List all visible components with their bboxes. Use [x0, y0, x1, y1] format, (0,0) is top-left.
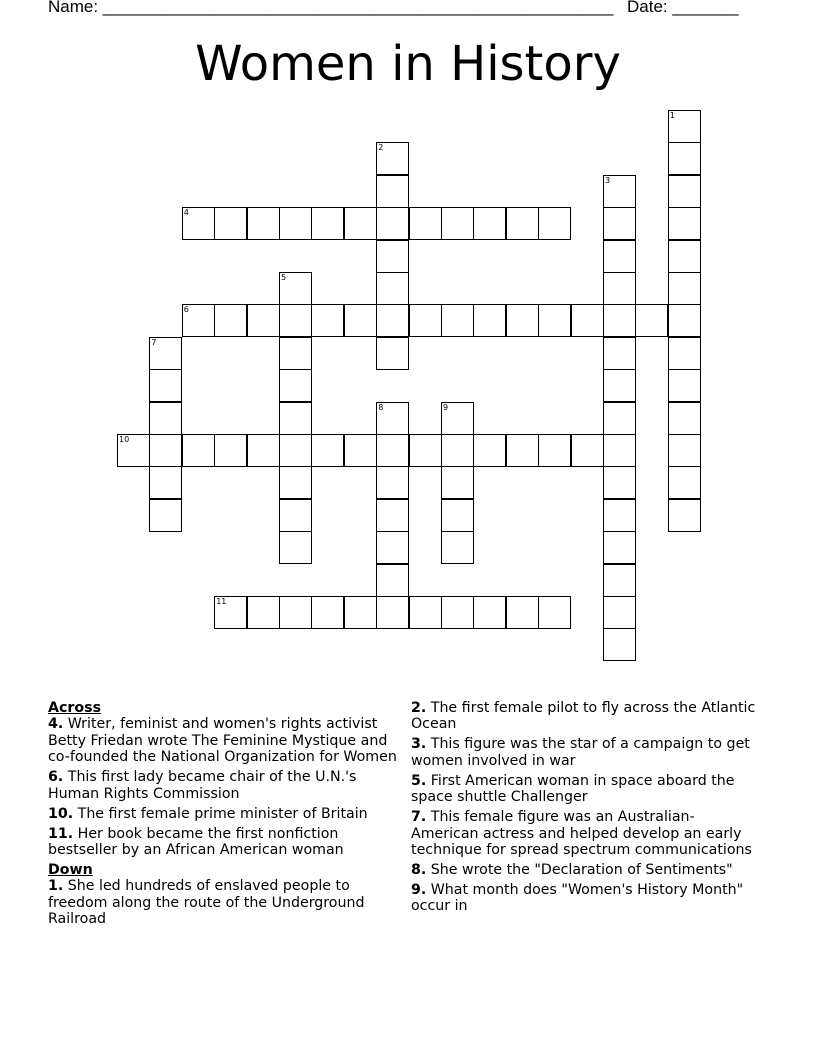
grid-cell[interactable] [473, 304, 506, 337]
grid-cell[interactable] [668, 434, 701, 467]
grid-cell[interactable] [279, 531, 312, 564]
grid-cell[interactable] [279, 304, 312, 337]
clue-number: 7. [411, 809, 427, 826]
clue-text: Writer, feminist and women's rights activist Betty Friedan wrote The Feminine Mystique and co-founded the National Organization for Women [48, 716, 397, 766]
grid-cell[interactable] [441, 304, 474, 337]
grid-cell[interactable] [344, 434, 377, 467]
grid-cell[interactable] [668, 272, 701, 305]
grid-cell[interactable] [473, 596, 506, 629]
grid-cell[interactable] [635, 304, 668, 337]
grid-cell[interactable] [603, 207, 636, 240]
grid-cell[interactable] [149, 499, 182, 532]
clue-number: 1. [48, 878, 64, 895]
grid-cell[interactable] [409, 304, 442, 337]
grid-cell[interactable] [603, 531, 636, 564]
grid-cell[interactable] [668, 402, 701, 435]
grid-cell[interactable] [668, 207, 701, 240]
grid-cell[interactable] [441, 466, 474, 499]
grid-cell[interactable] [538, 207, 571, 240]
grid-cell[interactable] [506, 304, 539, 337]
grid-cell[interactable] [506, 207, 539, 240]
grid-cell[interactable] [409, 596, 442, 629]
grid-cell[interactable] [149, 402, 182, 435]
grid-cell[interactable] [182, 434, 215, 467]
grid-cell[interactable] [279, 499, 312, 532]
clue-number-label: 9 [443, 402, 449, 412]
grid-cell[interactable] [182, 304, 215, 337]
grid-cell[interactable] [473, 434, 506, 467]
clue-number-label: 10 [119, 435, 130, 444]
grid-cell[interactable] [311, 207, 344, 240]
grid-cell[interactable] [376, 240, 409, 273]
grid-cell[interactable] [668, 304, 701, 337]
clue-item [411, 736, 761, 769]
down-heading: Down [48, 862, 93, 879]
grid-cell[interactable] [376, 337, 409, 370]
grid-cell[interactable] [603, 304, 636, 337]
grid-cell[interactable] [441, 207, 474, 240]
clue-item [48, 878, 398, 927]
grid-cell[interactable] [311, 304, 344, 337]
clue-number-label: 8 [378, 402, 384, 412]
clue-number: 9. [411, 882, 427, 899]
clue-text: This figure was the star of a campaign to get women involved in war [411, 736, 750, 769]
grid-cell[interactable] [603, 434, 636, 467]
grid-cell[interactable] [668, 499, 701, 532]
across-clue-list [48, 716, 398, 858]
grid-cell[interactable] [538, 434, 571, 467]
grid-cell[interactable] [603, 240, 636, 273]
grid-cell[interactable] [668, 337, 701, 370]
clue-text: The first female prime minister of Britain [73, 805, 368, 822]
grid-cell[interactable] [376, 175, 409, 208]
page-title: Women in History [195, 36, 621, 92]
grid-cell[interactable] [376, 434, 409, 467]
grid-cell[interactable] [279, 434, 312, 467]
grid-cell[interactable] [376, 596, 409, 629]
clue-number-label: 1 [669, 111, 675, 120]
clue-item [411, 809, 761, 858]
grid-cell[interactable] [344, 304, 377, 337]
grid-cell[interactable] [603, 402, 636, 435]
grid-cell[interactable] [247, 304, 280, 337]
grid-cell[interactable] [279, 337, 312, 370]
clue-number-label: 7 [151, 337, 157, 347]
clue-number: 3. [411, 736, 427, 753]
grid-cell[interactable] [279, 369, 312, 402]
down-clue-list-right [411, 700, 761, 915]
clue-number: 11. [48, 825, 74, 842]
grid-cell[interactable] [538, 304, 571, 337]
grid-cell[interactable] [376, 402, 409, 435]
grid-cell[interactable] [571, 434, 604, 467]
clue-number: 2. [411, 700, 427, 716]
grid-cell[interactable] [506, 434, 539, 467]
grid-cell[interactable] [668, 175, 701, 208]
grid-cell[interactable] [149, 434, 182, 467]
grid-cell[interactable] [538, 596, 571, 629]
grid-cell[interactable] [247, 207, 280, 240]
grid-cell[interactable] [441, 402, 474, 435]
clue-number-label: 3 [605, 175, 611, 185]
clue-text: What month does "Women's History Month" occur in [411, 882, 744, 915]
grid-cell[interactable] [279, 466, 312, 499]
grid-cell[interactable] [149, 466, 182, 499]
grid-cell[interactable] [603, 369, 636, 402]
grid-cell[interactable] [279, 596, 312, 629]
grid-cell[interactable] [376, 304, 409, 337]
clue-item [48, 826, 398, 859]
grid-cell[interactable] [603, 564, 636, 597]
grid-cell[interactable] [441, 596, 474, 629]
grid-cell[interactable] [668, 369, 701, 402]
clue-number: 4. [48, 716, 64, 733]
clue-number-label: 4 [183, 208, 189, 218]
down-clue-list-left [48, 878, 398, 927]
clue-item [411, 882, 761, 915]
name-field[interactable]: Name: ______________________________________________________ [48, 0, 614, 16]
grid-cell[interactable] [409, 207, 442, 240]
grid-cell[interactable] [376, 142, 409, 175]
clue-item [48, 716, 398, 765]
clue-number-label: 6 [183, 305, 189, 315]
grid-cell[interactable] [506, 596, 539, 629]
grid-cell[interactable] [247, 434, 280, 467]
grid-cell[interactable] [441, 499, 474, 532]
grid-cell[interactable] [279, 272, 312, 305]
grid-cell[interactable] [279, 207, 312, 240]
grid-cell[interactable] [409, 434, 442, 467]
clue-text: She wrote the "Declaration of Sentiments" [426, 862, 733, 879]
clue-number: 5. [411, 772, 427, 789]
grid-cell[interactable] [214, 207, 247, 240]
grid-cell[interactable] [376, 499, 409, 532]
grid-cell[interactable] [571, 304, 604, 337]
clue-text: Her book became the first nonfiction bestseller by an African American woman [48, 825, 344, 859]
clue-number-label: 2 [378, 143, 384, 153]
clue-item [48, 806, 398, 822]
clue-text: The first female pilot to fly across the Atlantic Ocean [411, 700, 756, 733]
grid-cell[interactable] [376, 564, 409, 597]
grid-cell[interactable] [149, 369, 182, 402]
clue-text: This female figure was an Australian-American actress and helped develop an early technique for spread spectrum communications [411, 809, 752, 859]
grid-cell[interactable] [214, 304, 247, 337]
grid-cell[interactable] [668, 142, 701, 175]
grid-cell[interactable] [311, 434, 344, 467]
grid-cell[interactable] [668, 240, 701, 273]
grid-cell[interactable] [473, 207, 506, 240]
clue-text: This first lady became chair of the U.N.'s Human Rights Commission [48, 769, 357, 802]
clue-text: First American woman in space aboard the space shuttle Challenger [411, 772, 735, 806]
grid-cell[interactable] [279, 402, 312, 435]
date-field[interactable]: Date: _______ [627, 0, 739, 16]
clue-number-label: 5 [281, 273, 287, 282]
grid-cell[interactable] [376, 531, 409, 564]
grid-cell[interactable] [214, 434, 247, 467]
grid-cell[interactable] [441, 531, 474, 564]
grid-cell[interactable] [603, 466, 636, 499]
clue-number-label: 11 [216, 597, 227, 606]
grid-cell[interactable] [344, 207, 377, 240]
grid-cell[interactable] [668, 466, 701, 499]
clue-number: 10. [48, 805, 74, 822]
grid-cell[interactable] [603, 175, 636, 208]
grid-cell[interactable] [182, 207, 215, 240]
grid-cell[interactable] [344, 596, 377, 629]
grid-cell[interactable] [149, 337, 182, 370]
grid-cell[interactable] [376, 272, 409, 305]
grid-cell[interactable] [603, 628, 636, 661]
clues-left-column [48, 700, 398, 931]
grid-cell[interactable] [376, 466, 409, 499]
clue-item [411, 862, 761, 878]
grid-cell[interactable] [214, 596, 247, 629]
grid-cell[interactable] [603, 337, 636, 370]
grid-cell[interactable] [603, 499, 636, 532]
grid-cell[interactable] [441, 434, 474, 467]
clue-item [411, 773, 761, 806]
grid-cell[interactable] [603, 272, 636, 305]
grid-cell[interactable] [603, 596, 636, 629]
clue-text: She led hundreds of enslaved people to freedom along the route of the Underground Railroad [48, 878, 365, 928]
clue-item [411, 700, 761, 733]
clues-right-column [411, 700, 761, 918]
clue-number: 6. [48, 769, 64, 786]
across-heading: Across [48, 700, 102, 716]
clue-number: 8. [411, 862, 427, 879]
grid-cell[interactable] [376, 207, 409, 240]
grid-cell[interactable] [247, 596, 280, 629]
grid-cell[interactable] [311, 596, 344, 629]
grid-cell[interactable] [668, 110, 701, 143]
grid-cell[interactable] [117, 434, 150, 467]
clue-item [48, 769, 398, 802]
